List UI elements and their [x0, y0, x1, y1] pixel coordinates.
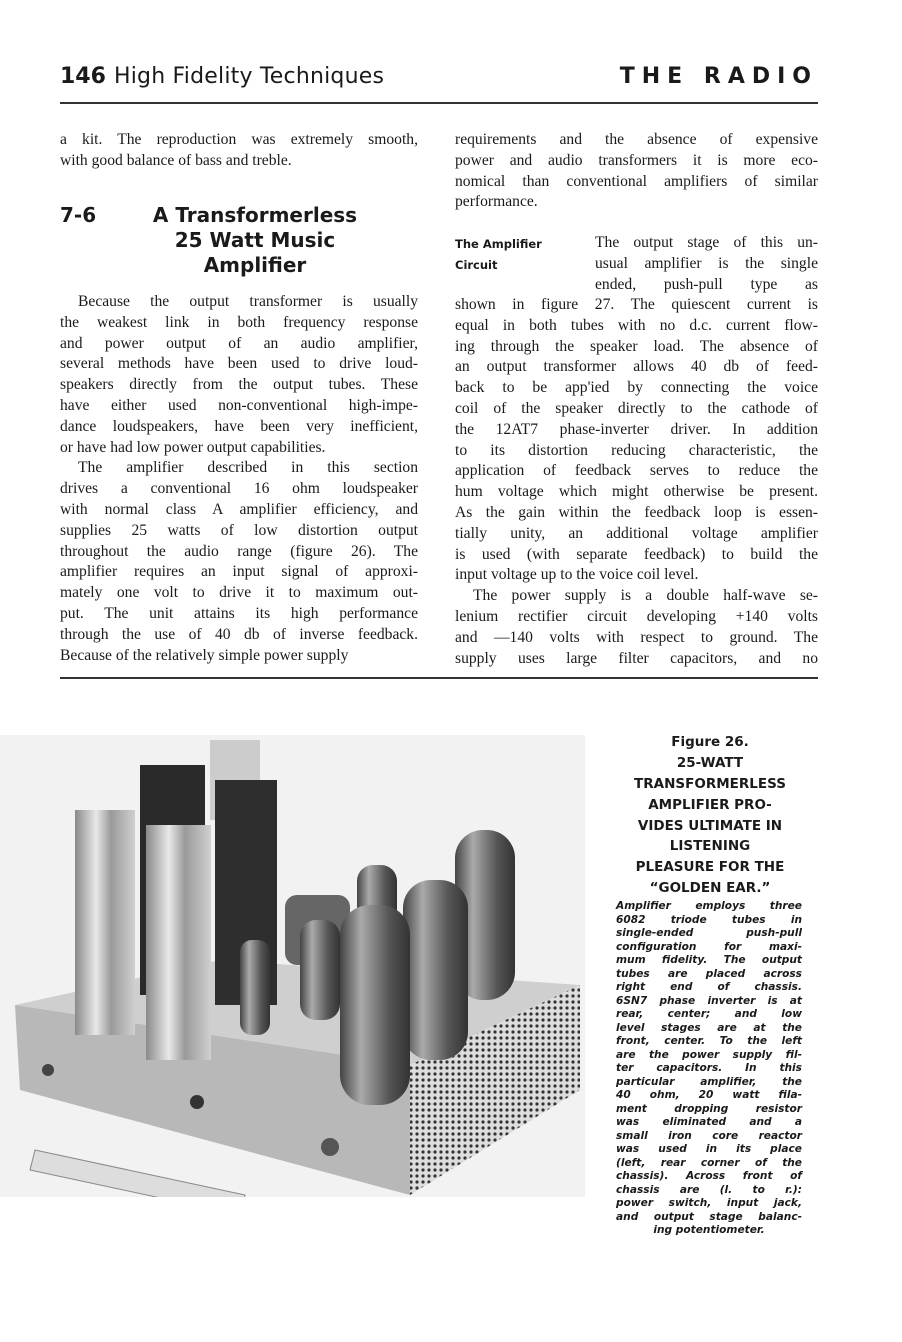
caption-line: 40 ohm, 20 watt fila- [616, 1089, 802, 1101]
text-line: have either used non-conventional high-impe- [60, 396, 418, 414]
power-switch [42, 1064, 54, 1076]
caption-line: (left, rear corner of the [616, 1156, 802, 1169]
section-number: 7-6 [60, 203, 97, 227]
caption-line: 6SN7 phase inverter is at [616, 994, 802, 1007]
side-heading [455, 234, 585, 276]
text-line: put. The unit attains its high performance [60, 604, 418, 622]
text-line: through the use of 40 db of inverse feedback. [60, 625, 418, 643]
text-line: requirements and the absence of expensive [455, 131, 818, 148]
amplifier-photo [0, 735, 585, 1197]
caption-line: right end of chassis. [616, 981, 802, 993]
capacitor-can [75, 810, 135, 1035]
caption-line: Amplifier employs three [616, 900, 802, 912]
caption-line: and output stage balanc- [616, 1210, 802, 1223]
caption-line: rear, center; and low [616, 1008, 802, 1020]
text-line: an output transformer allows 40 db of feed- [455, 358, 818, 376]
text-line: to its distortion reducing characteristic, the [455, 441, 818, 459]
caption-line: 6082 triode tubes in [616, 913, 802, 926]
text-line: the weakest link in both frequency response [60, 313, 418, 331]
side-heading-line: Circuit [455, 257, 498, 272]
figure-title-line: Figure 26. [671, 734, 749, 750]
figure-title-line: VIDES ULTIMATE IN [637, 817, 783, 834]
text-line: application of feedback serves to reduce the [455, 462, 818, 480]
paragraph [60, 458, 418, 666]
side-heading-text [595, 233, 818, 295]
caption-line: ment dropping resistor [616, 1102, 802, 1115]
running-head [60, 62, 818, 98]
caption-line: level stages are at the [616, 1021, 802, 1034]
left-body-text [60, 292, 418, 666]
text-line: supply uses large filter capacitors, and no [455, 649, 818, 667]
text-line: The power supply is a double half-wave se- [473, 587, 818, 605]
text-line: drives a conventional 16 ohm loudspeaker [60, 480, 418, 498]
caption-line: particular amplifier, the [616, 1075, 802, 1088]
left-intro-text [60, 130, 418, 172]
figure-title-line: LISTENING [669, 838, 751, 855]
text-line: ing through the speaker load. The absence of [455, 337, 818, 355]
figure-title-line: AMPLIFIER PRO- [648, 796, 772, 813]
caption-line: small iron core reactor [616, 1129, 802, 1142]
text-line: The amplifier described in this section [78, 459, 418, 477]
section-title-line: A Transformerless [152, 203, 358, 227]
side-heading-line: The Amplifier [455, 237, 542, 251]
figure-title-line: TRANSFORMERLESS [634, 775, 786, 792]
text-line: power and audio transformers it is more eco- [455, 151, 818, 169]
right-intro-text [455, 130, 818, 213]
figure-caption [616, 900, 802, 1238]
text-line: several methods have been used to drive loud- [60, 355, 418, 373]
caption-line: chassis). Across front of [616, 1170, 802, 1182]
paragraph [455, 295, 818, 586]
figure-title-line: “GOLDEN EAR.” [649, 880, 771, 897]
text-line: The output stage of this un- [595, 234, 818, 251]
text-line: usual amplifier is the single [595, 254, 818, 272]
column-bottom-rule [60, 677, 818, 679]
text-line: equal in both tubes with no d.c. current flow- [455, 316, 818, 334]
text-line: nomical than conventional amplifiers of similar [455, 172, 818, 190]
output-tube [340, 905, 410, 1105]
text-line: hum voltage which might otherwise be present. [455, 483, 818, 501]
caption-line: ter capacitors. In this [616, 1062, 802, 1074]
figure-title [608, 732, 812, 899]
output-tube [403, 880, 468, 1060]
text-line: Because of the relatively simple power supply [60, 646, 349, 664]
paragraph [60, 292, 418, 458]
text-line: the 12AT7 phase-inverter driver. In addition [455, 420, 818, 438]
capacitor-can [146, 825, 211, 1060]
caption-line: front, center. To the left [616, 1035, 802, 1047]
phase-inverter-tube [300, 920, 340, 1020]
publication-name: THE RADIO [619, 64, 818, 89]
figure-title-line: 25-WATT [676, 754, 744, 771]
text-line: performance. [455, 193, 538, 211]
text-line: supplies 25 watts of low distortion output [60, 521, 418, 539]
section-title-line: Amplifier [203, 253, 307, 277]
text-line: shown in figure 27. The quiescent current is [455, 296, 818, 313]
caption-line: mum fidelity. The output [616, 954, 802, 966]
caption-line: was used in its place [616, 1143, 802, 1155]
text-line: or have had low power output capabilities. [60, 438, 326, 456]
text-line: mately one volt to drive it to maximum out- [60, 584, 418, 602]
input-jack [190, 1095, 204, 1109]
text-line: As the gain within the feedback loop is essen- [455, 503, 818, 521]
caption-line: configuration for maxi- [616, 940, 802, 953]
right-body-text [455, 295, 818, 669]
caption-line: tubes are placed across [616, 967, 802, 980]
text-line: speakers directly from the output tubes. These [60, 376, 418, 394]
text-line: a kit. The reproduction was extremely smooth, [60, 131, 418, 148]
text-line: throughout the audio range (figure 26). The [60, 542, 418, 560]
text-line: dance loudspeakers, have been very inefficient, [60, 417, 418, 435]
section-title [112, 203, 398, 278]
text-line: is used (with separate feedback) to build the [455, 545, 818, 563]
book-title: High Fidelity Techniques [114, 64, 385, 89]
paragraph [455, 586, 818, 669]
caption-line: ing potentiometer. [653, 1224, 765, 1236]
caption-line: was eliminated and a [616, 1116, 802, 1128]
page-number: 146 [60, 64, 106, 89]
balancing-potentiometer [321, 1138, 339, 1156]
text-line: Because the output transformer is usually [78, 293, 418, 310]
text-line: ended, push-pull type as [595, 275, 818, 293]
text-line: lenium rectifier circuit developing +140 volts [455, 607, 818, 625]
section-title-line: 25 Watt Music [174, 228, 336, 252]
text-line: coil of the speaker directly to the cathode of [455, 399, 818, 417]
caption-line: power switch, input jack, [616, 1197, 802, 1209]
text-line: tially unity, an additional voltage amplifier [455, 524, 818, 542]
text-line: and power output of an audio amplifier, [60, 334, 418, 352]
text-line: and —140 volts with respect to ground. The [455, 628, 818, 646]
text-line: back to be app'ied by connecting the voice [455, 379, 818, 397]
text-line: amplifier requires an input signal of approxi- [60, 563, 418, 581]
caption-line: are the power supply fil- [616, 1048, 802, 1061]
header-rule [60, 102, 818, 104]
caption-line: single-ended push-pull [616, 927, 802, 939]
caption-line: chassis are (l. to r.): [616, 1183, 802, 1196]
figure-title-line: PLEASURE FOR THE [635, 859, 785, 876]
text-line: with good balance of bass and treble. [60, 151, 292, 169]
text-line: with normal class A amplifier efficiency, and [60, 500, 418, 518]
text-line: input voltage up to the voice coil level. [455, 566, 699, 584]
small-tube [240, 940, 270, 1035]
